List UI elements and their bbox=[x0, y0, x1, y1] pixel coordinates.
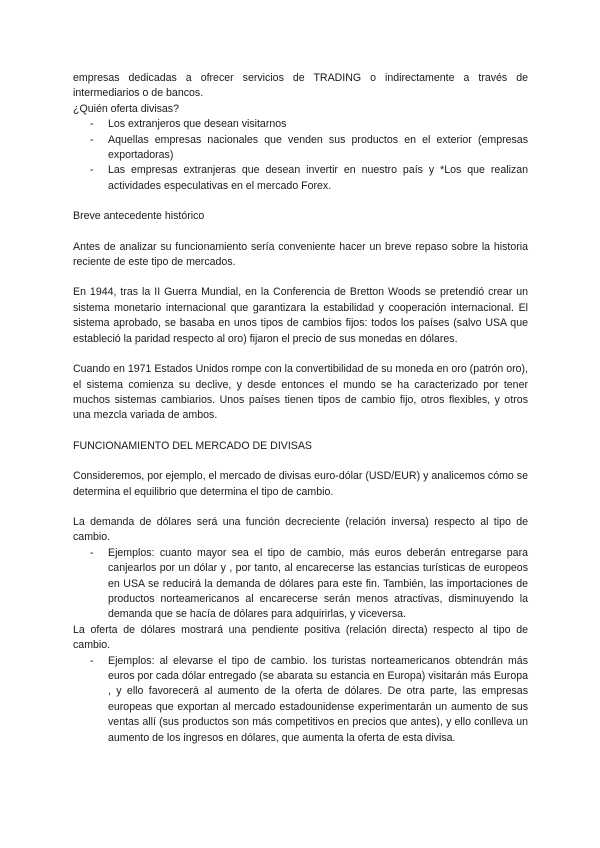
functioning-intro-paragraph: Consideremos, por ejemplo, el mercado de divisas euro-dólar (USD/EUR) y analicemos cómo se determina el equilibrio que determina el tipo de cambio. bbox=[73, 470, 528, 498]
list-item: - Ejemplos: al elevarse el tipo de cambio. los turistas norteamericanos obtendrán más euros por cada dólar entregado (se abarata su estancia en Europa) visitarán más Europa , y ello favorecerá al aumento de la oferta de dólares. De otra parte, las empresas europeas que exportan al mercado estadounidense experimentarán un aumento de sus ventas allí (sus productos son más competitivos en precios que antes), y ello conlleva un aumento de los ingresos en dólares, que aumenta la oferta de esta divisa. bbox=[73, 654, 528, 746]
history-intro-paragraph: Antes de analizar su funcionamiento sería conveniente hacer un breve repaso sobre la historia reciente de este tipo de mercados. bbox=[73, 240, 528, 269]
demand-paragraph: La demanda de dólares será una función decreciente (relación inversa) respecto al tipo de cambio. bbox=[73, 515, 528, 544]
supply-example-list bbox=[73, 654, 528, 746]
demand-example-list bbox=[73, 546, 528, 623]
document-body bbox=[73, 71, 528, 746]
supply-paragraph: La oferta de dólares mostrará una pendiente positiva (relación directa) respecto al tipo de cambio. bbox=[73, 623, 528, 652]
offerers-question: ¿Quién oferta divisas? bbox=[73, 102, 179, 115]
list-item: - Aquellas empresas nacionales que venden sus productos en el exterior (empresas exportadoras) bbox=[73, 133, 528, 164]
history-1971-paragraph: Cuando en 1971 Estados Unidos rompe con la convertibilidad de su moneda en oro (patrón oro), el sistema comienza su declive, y desde entonces el mundo se ha caracterizado por tener muchos sistemas cambiarios. Unos países tienen tipos de cambio fijo, otros flexibles, y otros una mezcla variada de ambos. bbox=[73, 363, 528, 422]
history-1944-paragraph: En 1944, tras la II Guerra Mundial, en la Conferencia de Bretton Woods se pretendió crear un sistema monetario internacional que garantizara la estabilidad y cooperación internacional. El sistema aprobado, se basaba en unos tipos de cambios fijos: todos los países (salvo USA que estableció la paridad respecto al oro) fijaron el precio de sus monedas en dólares. bbox=[73, 286, 528, 345]
history-heading: Breve antecedente histórico bbox=[73, 210, 205, 223]
list-item: - Ejemplos: cuanto mayor sea el tipo de cambio, más euros deberán entregarse para canjearlos por un dólar y , por tanto, al encarecerse las estancias turísticas de europeos en USA se reducirá la demanda de dólares para este fin. También, las importaciones de productos norteamericanos al encarecerse serán menos atractivas, disminuyendo la demanda que se hacía de dólares para adquirirlas, y viceversa. bbox=[73, 546, 528, 623]
offerers-list bbox=[73, 117, 528, 194]
list-item: - Los extranjeros que desean visitarnos bbox=[73, 117, 528, 132]
intro-continuation-paragraph: empresas dedicadas a ofrecer servicios de TRADING o indirectamente a través de intermediarios o de bancos. bbox=[73, 72, 528, 100]
list-item: - Las empresas extranjeras que desean invertir en nuestro país y *Los que realizan actividades especulativas en el mercado Forex. bbox=[73, 163, 528, 194]
functioning-heading: FUNCIONAMIENTO DEL MERCADO DE DIVISAS bbox=[73, 439, 312, 452]
